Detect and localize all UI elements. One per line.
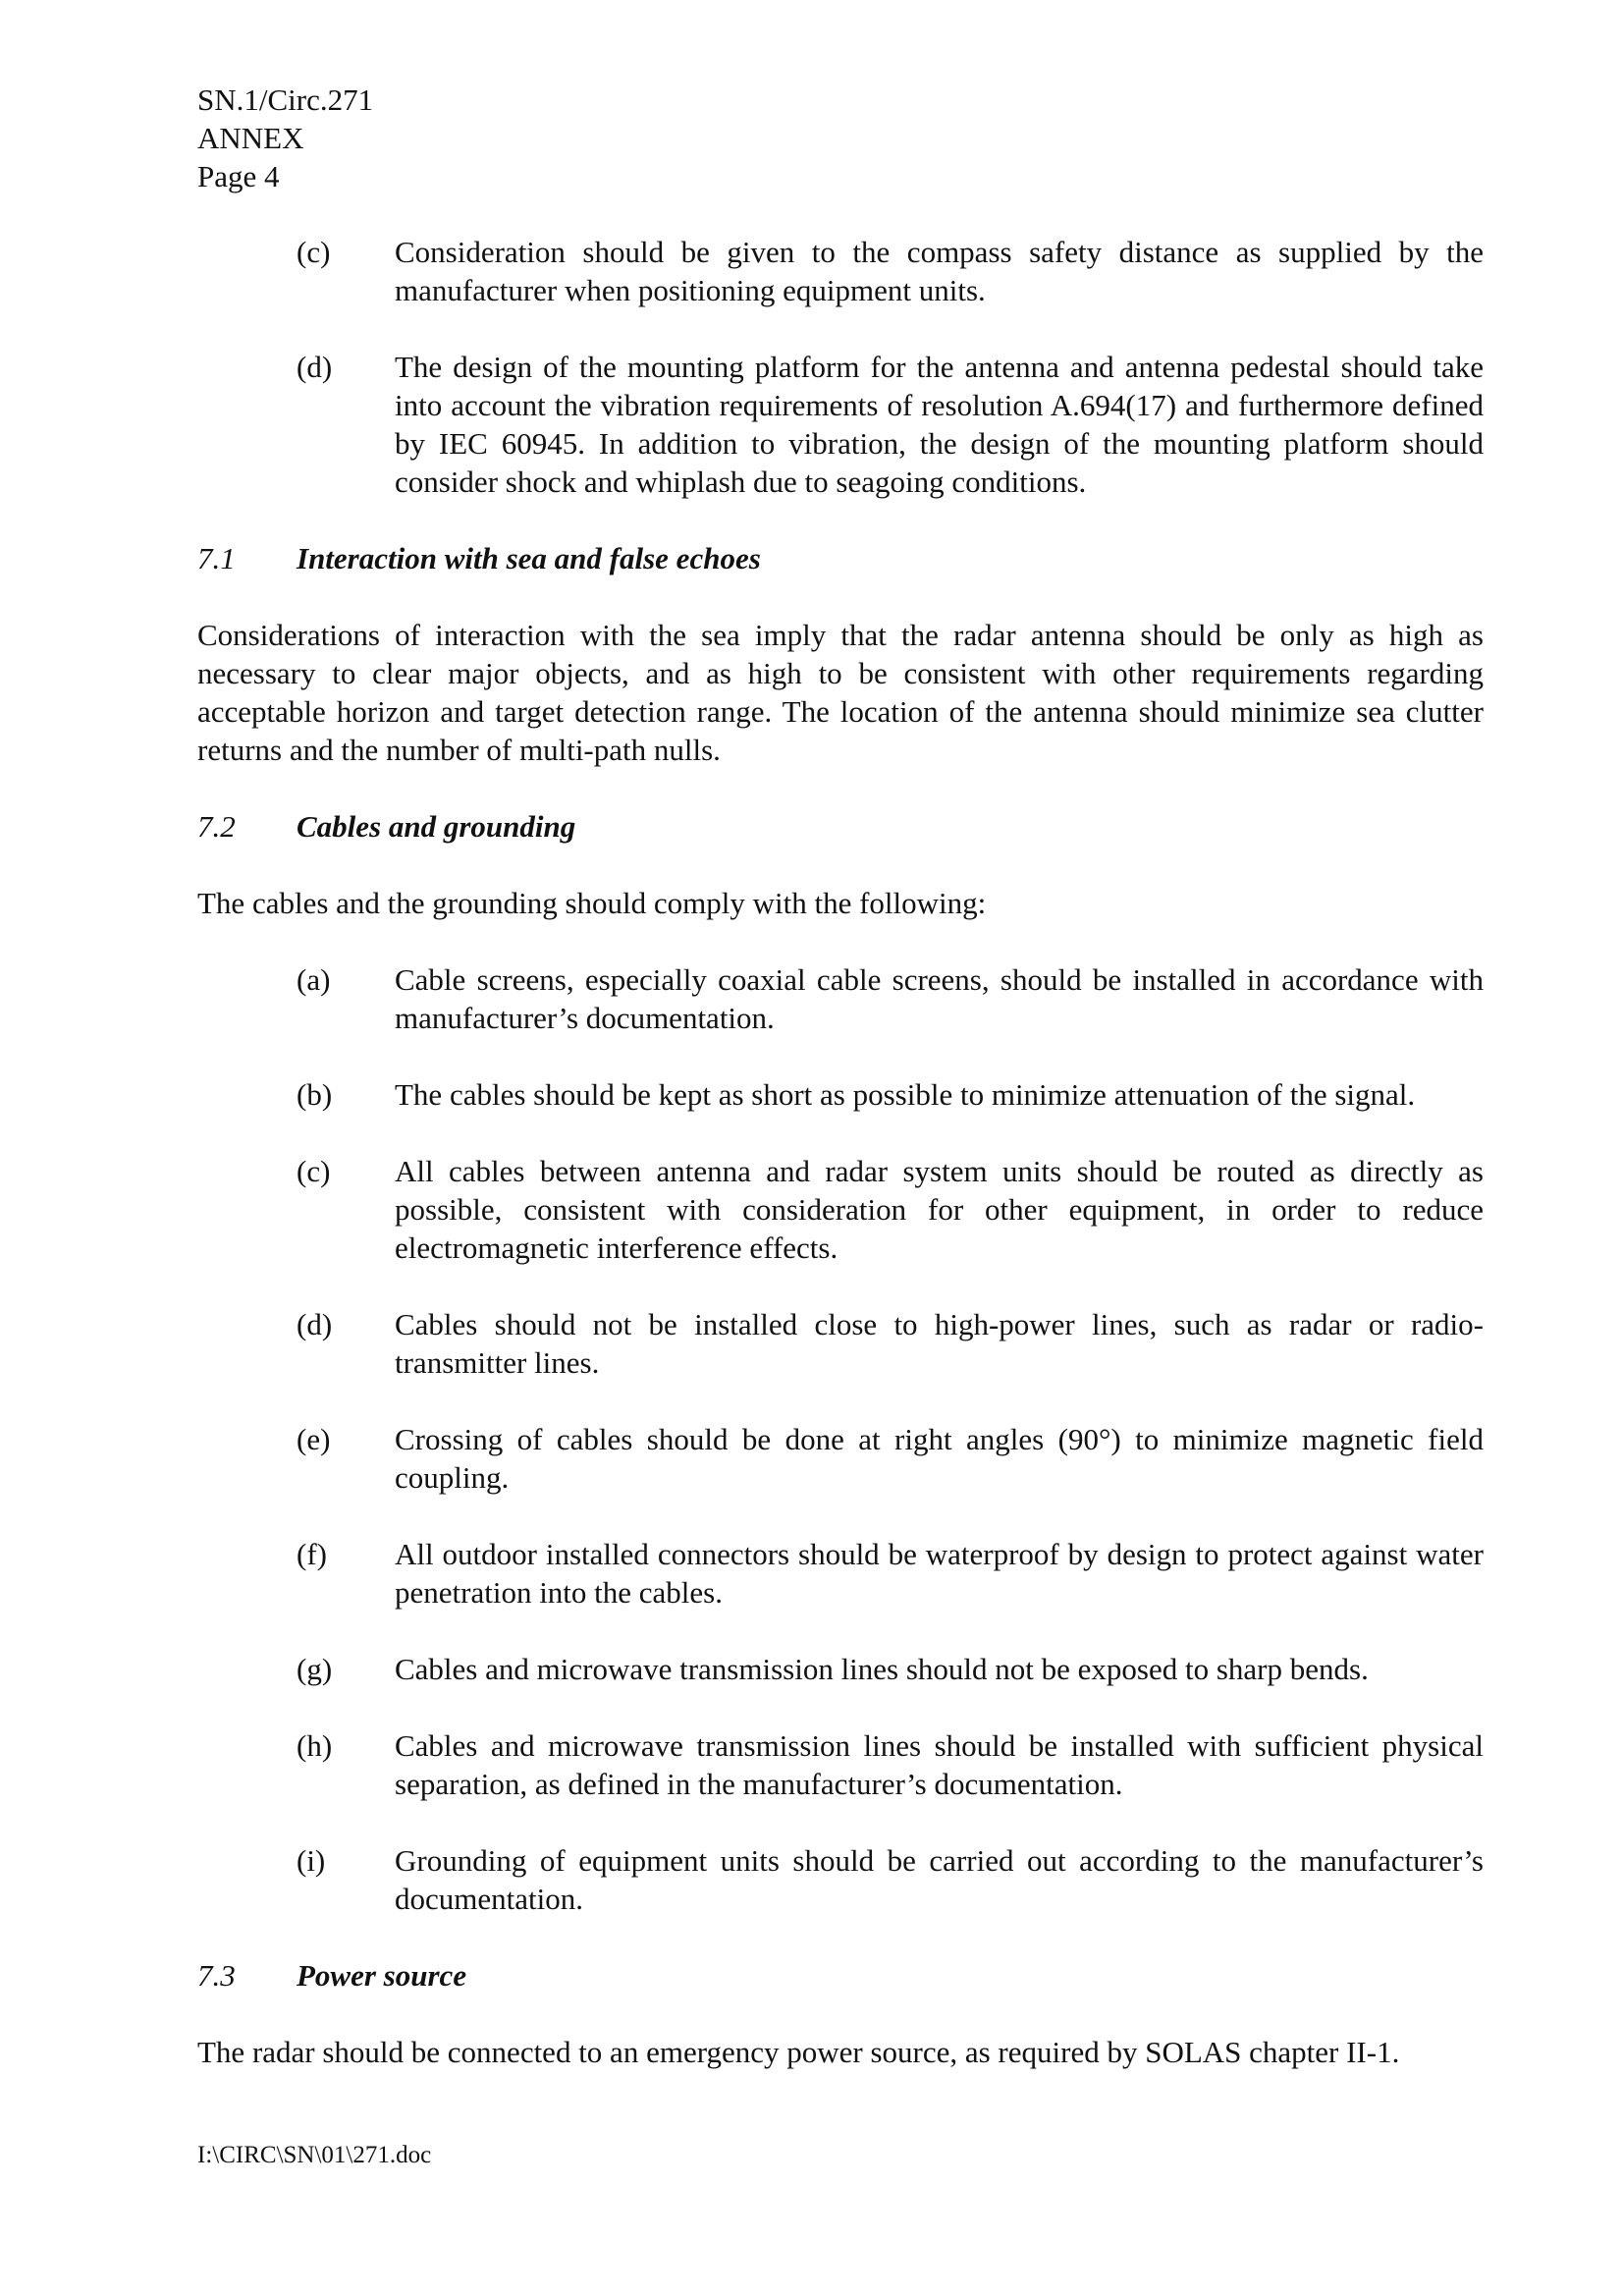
list-item-text: Cables and microwave transmission lines should not be exposed to sharp bends.	[395, 1652, 1369, 1686]
section-title: Cables and grounding	[297, 809, 576, 844]
section-title: Interaction with sea and false echoes	[297, 541, 761, 575]
list-item-text: All cables between antenna and radar system units should be routed as directly as possible, consistent with consideration for other equipment, in order to reduce electromagnetic interference effects.	[395, 1154, 1484, 1265]
list-item-label: (i)	[297, 1843, 326, 1878]
list-item-label: (g)	[297, 1652, 333, 1686]
list-item-text: Grounding of equipment units should be carried out according to the manufacturer’s documentation.	[395, 1843, 1484, 1916]
list-item-label: (h)	[297, 1728, 333, 1763]
list-item-text: Crossing of cables should be done at right angles (90°) to minimize magnetic field coupling.	[395, 1422, 1484, 1495]
list-item-text: The design of the mounting platform for the antenna and antenna pedestal should take into account the vibration requirements of resolution A.694(17) and furthermore defined by IEC 60945. In addition to vibration, the design of the mounting platform should consider shock and whiplash due to seagoing conditions.	[395, 350, 1484, 499]
list-item-text: All outdoor installed connectors should be waterproof by design to protect against water penetration into the cables.	[395, 1537, 1484, 1610]
section-number: 7.3	[197, 1958, 236, 1993]
list-item-text: Cables and microwave transmission lines should be installed with sufficient physical separation, as defined in the manufacturer’s documentation.	[395, 1728, 1484, 1801]
list-item-text: Cables should not be installed close to high-power lines, such as radar or radio-transmitter lines.	[395, 1307, 1484, 1380]
document-file-path: I:\CIRC\SN\01\271.doc	[197, 2142, 432, 2168]
list-item-label: (c)	[297, 235, 331, 269]
section-7-2-intro: The cables and the grounding should comply with the following:	[197, 886, 987, 920]
list-item-text: Cable screens, especially coaxial cable screens, should be installed in accordance with manufacturer’s documentation.	[395, 962, 1484, 1035]
list-item-label: (c)	[297, 1154, 331, 1188]
section-number: 7.2	[197, 809, 236, 844]
document-reference: SN.1/Circ.271	[197, 82, 374, 117]
list-item-label: (d)	[297, 350, 333, 384]
section-number: 7.1	[197, 541, 236, 575]
section-7-1-body: Considerations of interaction with the sea imply that the radar antenna should be only as high as necessary to clear major objects, and as high to be consistent with other requirements regarding acceptable horizon and target detection range. The location of the antenna should minimize sea clutter returns and the number of multi-path nulls.	[197, 618, 1484, 767]
document-header	[197, 81, 373, 195]
section-7-3-body: The radar should be connected to an emergency power source, as required by SOLAS chapter II-1.	[197, 2035, 1400, 2069]
page-number: Page 4	[197, 159, 280, 193]
annex-label: ANNEX	[197, 121, 304, 155]
list-item-label: (d)	[297, 1307, 333, 1341]
list-item-text: The cables should be kept as short as possible to minimize attenuation of the signal.	[395, 1077, 1416, 1112]
section-title: Power source	[297, 1958, 467, 1993]
list-item-label: (e)	[297, 1422, 331, 1456]
list-item-label: (a)	[297, 962, 331, 997]
list-item-label: (f)	[297, 1537, 327, 1571]
list-item-text: Consideration should be given to the compass safety distance as supplied by the manufacturer when positioning equipment units.	[395, 235, 1484, 307]
list-item-label: (b)	[297, 1077, 333, 1112]
